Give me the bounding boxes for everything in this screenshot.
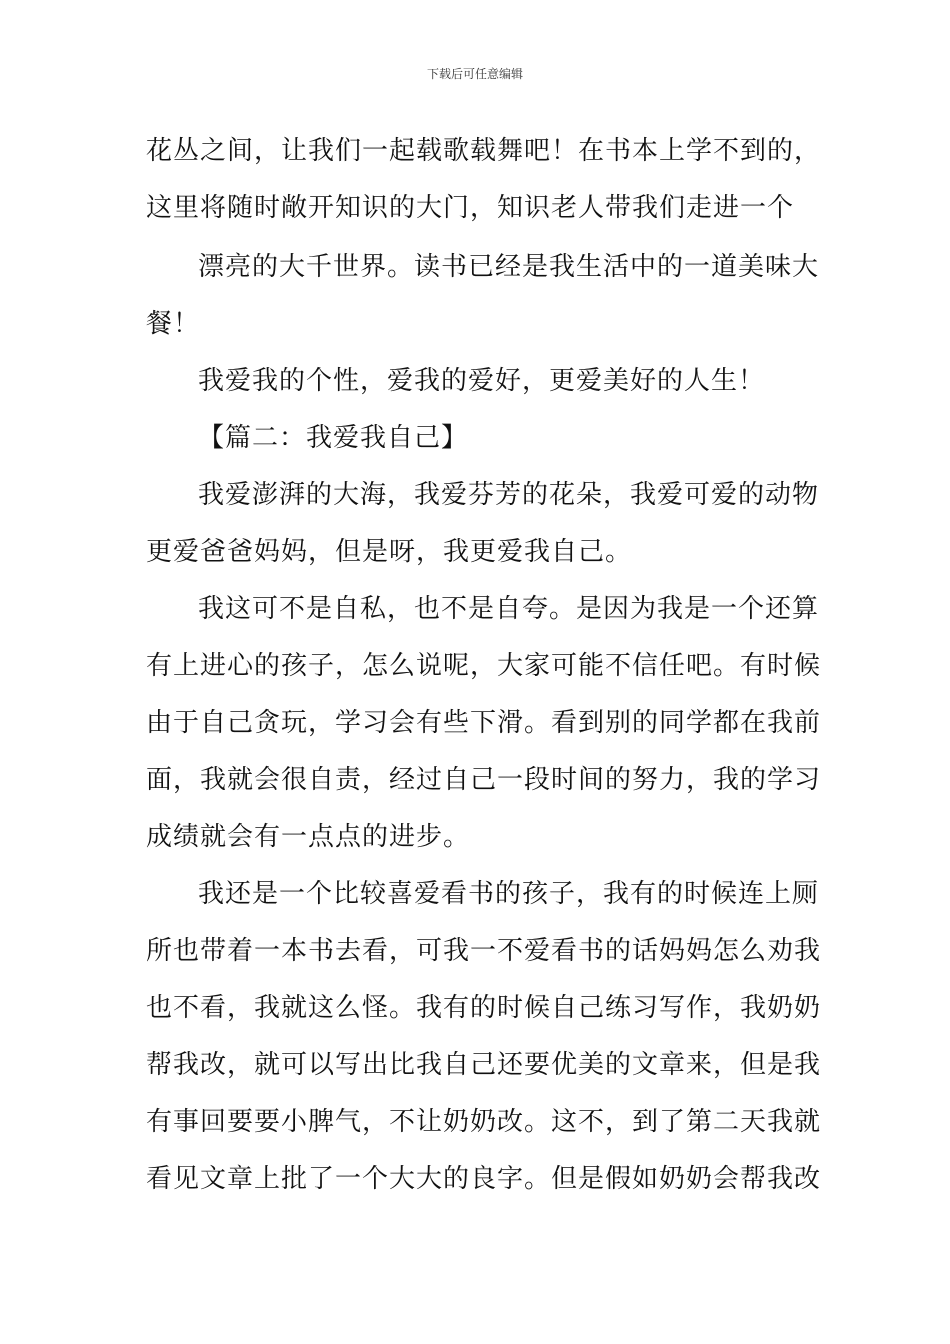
text-line: 所也带着一本书去看，可我一不爱看书的话妈妈怎么劝我	[146, 936, 822, 966]
section-heading: 【篇二：我爱我自己】	[198, 423, 469, 453]
text-line: 漂亮的大千世界。读书已经是我生活中的一道美味大	[198, 252, 820, 282]
text-line: 花丛之间，让我们一起载歌载舞吧！在书本上学不到的，	[146, 136, 822, 166]
text-line: 更爱爸爸妈妈，但是呀，我更爱我自己。	[146, 537, 633, 567]
text-line: 面，我就会很自责，经过自己一段时间的努力，我的学习	[146, 765, 822, 795]
page-header: 下载后可任意编辑	[426, 67, 523, 81]
text-line: 有事回要要小脾气，不让奶奶改。这不，到了第二天我就	[146, 1107, 822, 1137]
text-line: 由于自己贪玩，学习会有些下滑。看到别的同学都在我前	[146, 708, 822, 738]
text-line: 看见文章上批了一个大大的良字。但是假如奶奶会帮我改	[146, 1164, 822, 1194]
text-line: 餐！	[146, 309, 201, 339]
text-line: 我还是一个比较喜爱看书的孩子，我有的时候连上厕	[198, 879, 820, 909]
text-line: 帮我改，就可以写出比我自己还要优美的文章来，但是我	[146, 1050, 822, 1080]
text-line: 我爱我的个性，爱我的爱好，更爱美好的人生！	[198, 366, 766, 396]
text-line: 也不看，我就这么怪。我有的时候自己练习写作，我奶奶	[146, 993, 822, 1023]
text-line: 这里将随时敞开知识的大门，知识老人带我们走进一个	[146, 193, 795, 223]
text-line: 有上进心的孩子，怎么说呢，大家可能不信任吧。有时候	[146, 651, 822, 681]
text-line: 我这可不是自私，也不是自夸。是因为我是一个还算	[198, 594, 820, 624]
text-line: 成绩就会有一点点的进步。	[146, 822, 471, 852]
text-line: 我爱澎湃的大海，我爱芬芳的花朵，我爱可爱的动物	[198, 480, 820, 510]
